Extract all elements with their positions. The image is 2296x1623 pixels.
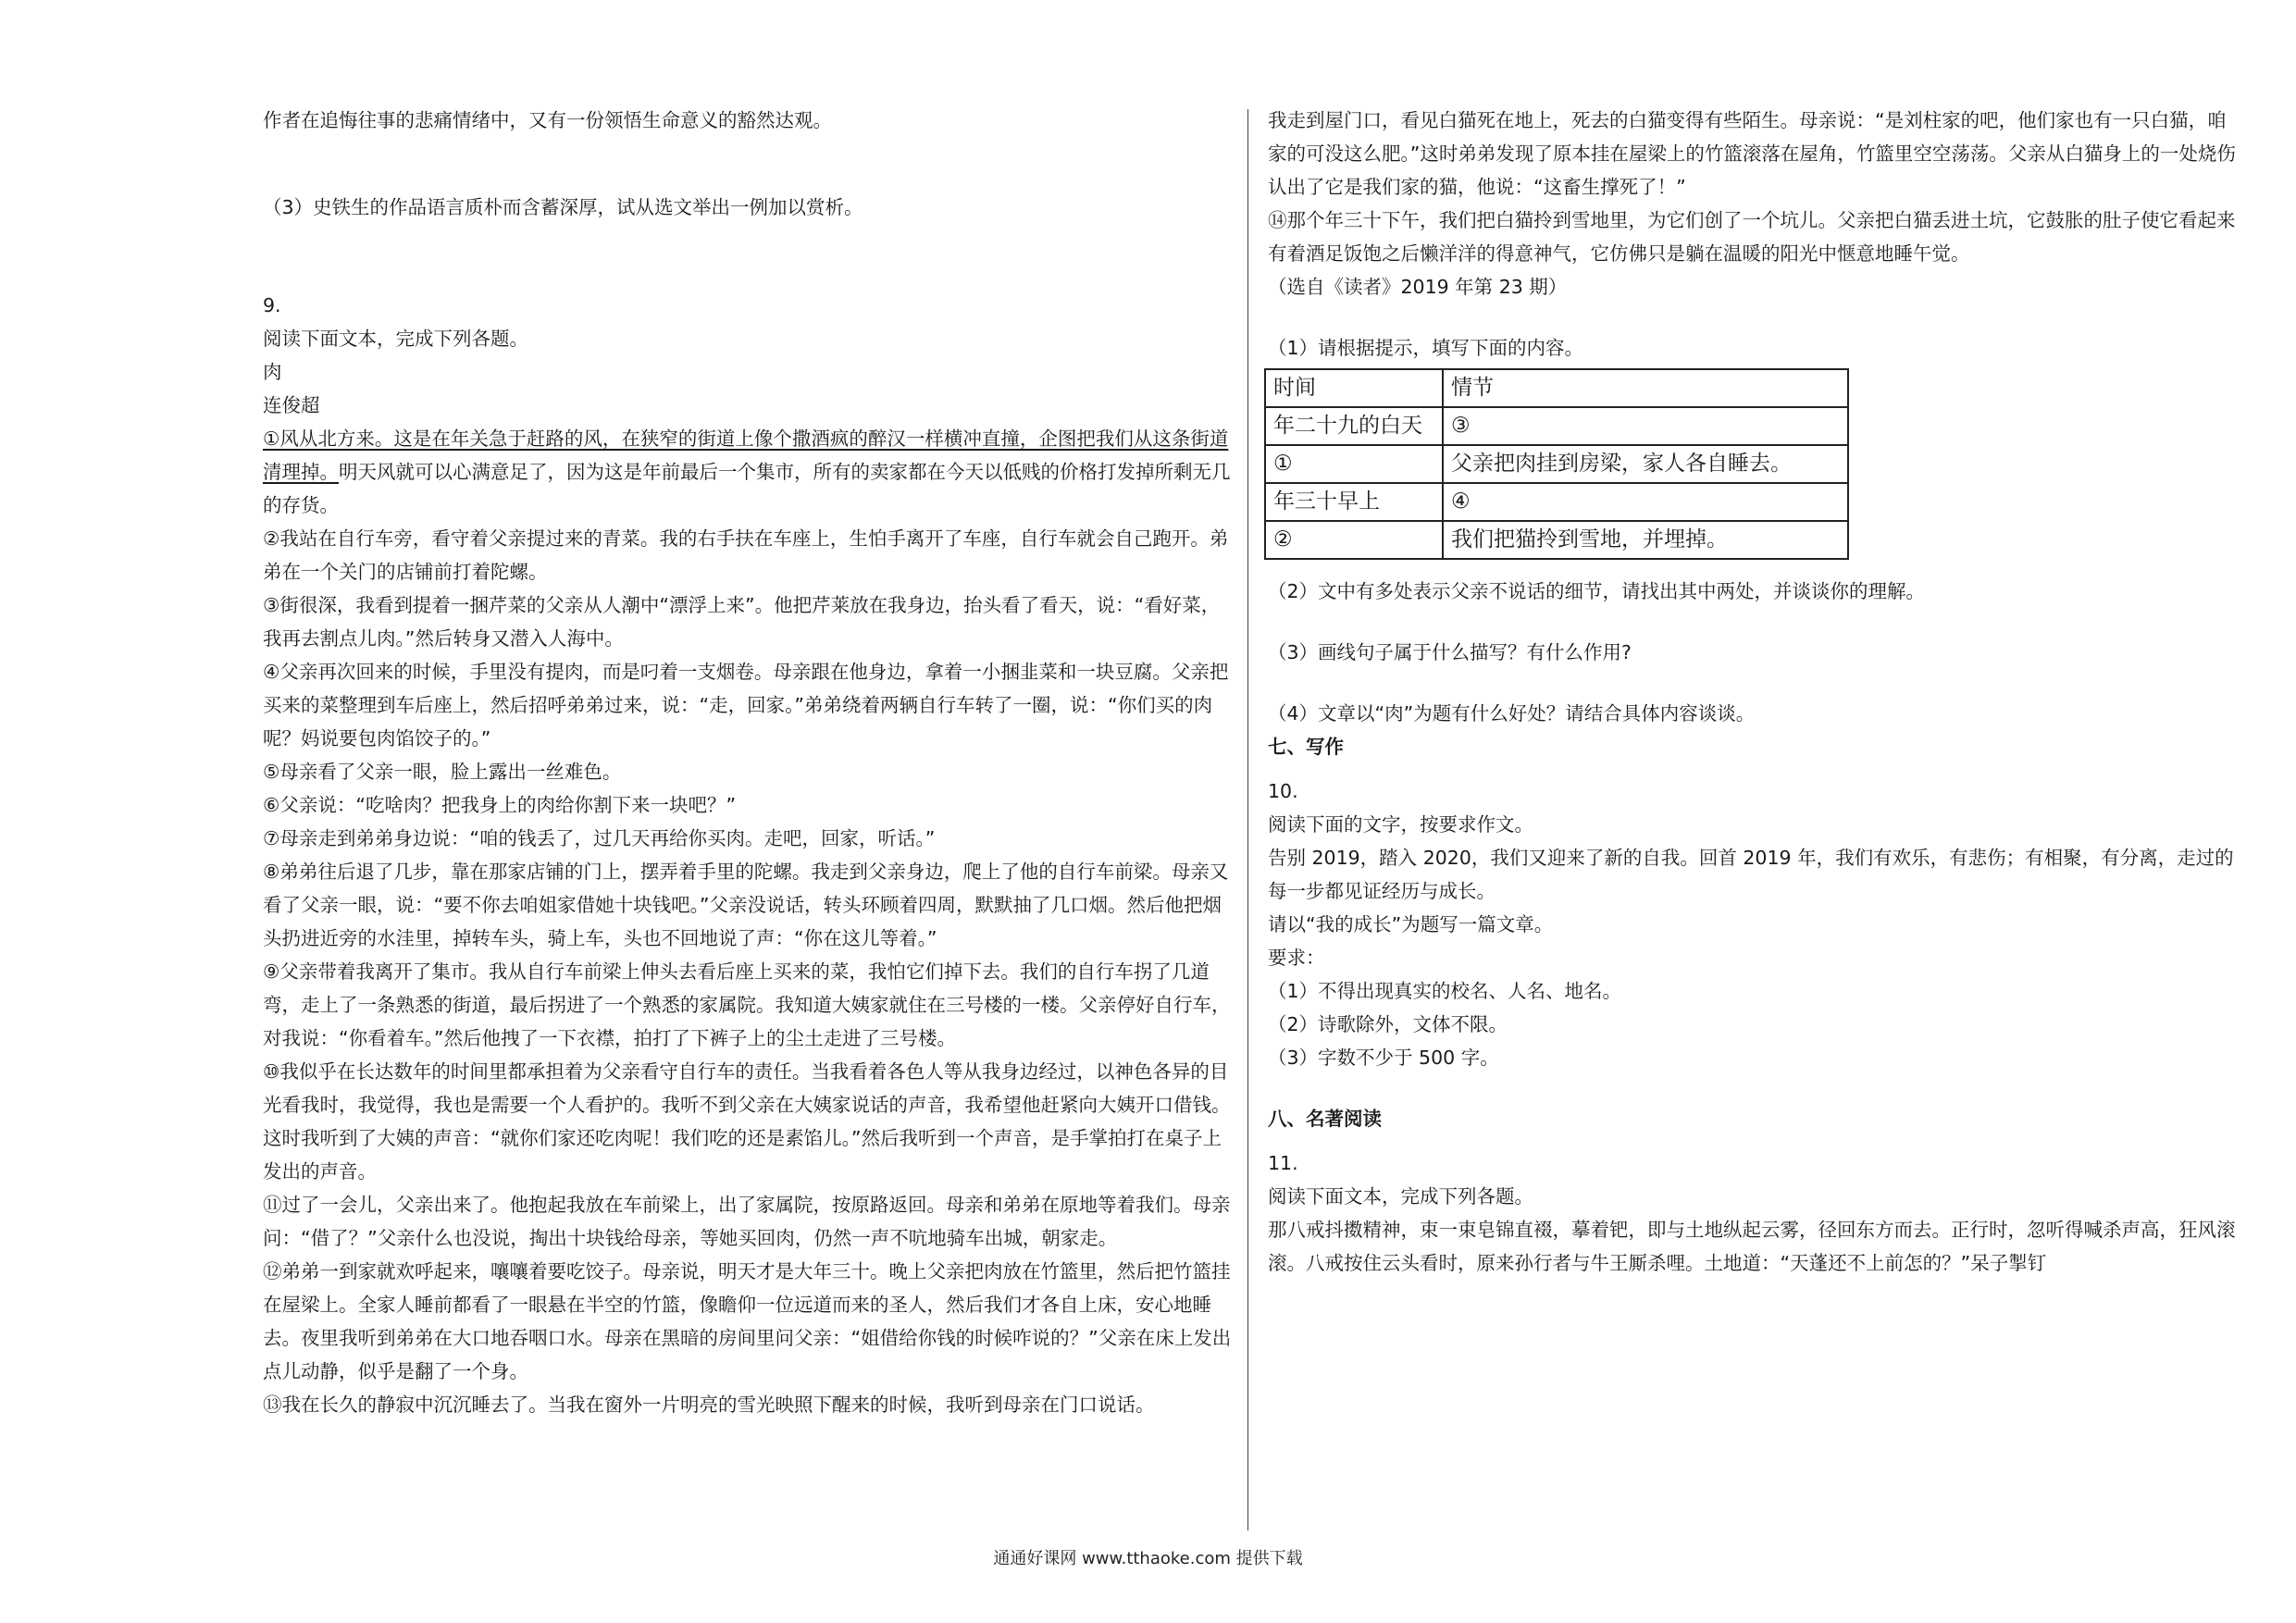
text-paragraph [263, 755, 1235, 788]
spacer [1268, 564, 2240, 575]
text-paragraph [1268, 575, 2240, 608]
text-paragraph [1268, 331, 2240, 365]
text-paragraph [263, 355, 1235, 389]
paragraph-text: ⑧弟弟往后退了几步，靠在那家店铺的门上，摆弄着手里的陀螺。我走到父亲身边，爬上了他的自行车前梁。母亲又看了父亲一眼，说：“要不你去咱姐家借她十块钱吧。”父亲没说话，转头环顾着四周，默默抽了几口烟。然后他把烟头扔进近旁的水洼里，掉转车头，骑上车，头也不回地说了声：“你在这儿等着。” [263, 861, 1229, 949]
paragraph-text: 9. [263, 294, 281, 316]
table-header-row [1265, 369, 1848, 407]
right-column [1268, 104, 2240, 1280]
paragraph-text: （1）不得出现真实的校名、人名、地名。 [1268, 980, 1622, 1002]
text-paragraph [1268, 1213, 2240, 1280]
paragraph-text: （1）请根据提示，填写下面的内容。 [1268, 337, 1584, 359]
text-paragraph [1268, 636, 2240, 669]
paragraph-text: ④父亲再次回来的时候，手里没有提肉，而是叼着一支烟卷。母亲跟在他身边，拿着一小捆韭菜和一块豆腐。父亲把买来的菜整理到车后座上，然后招呼弟弟过来，说：“走，回家。”弟弟绕着两辆自行车转了一圈，说：“你们买的肉呢？妈说要包肉馅饺子的。” [263, 661, 1229, 750]
text-paragraph [1268, 1008, 2240, 1041]
paragraph-text: ③街很深，我看到提着一捆芹菜的父亲从人潮中“漂浮上来”。他把芹莱放在我身边，抬头看了看天，说：“看好菜，我再去割点儿肉。”然后转身又潜入人海中。 [263, 594, 1221, 650]
text-paragraph [1268, 104, 2240, 204]
text-paragraph [1268, 808, 2240, 841]
text-paragraph [1268, 974, 2240, 1008]
paragraph-text: ②我站在自行车旁，看守着父亲提过来的青菜。我的右手扶在车座上，生怕手离开了车座，自行车就会自己跑开。弟弟在一个关门的店铺前打着陀螺。 [263, 527, 1229, 583]
paragraph-text: ⑭那个年三十下午，我们把白猫拎到雪地里，为它们创了一个坑儿。父亲把白猫丢进土坑，它鼓胀的肚子使它看起来有着酒足饭饱之后懒洋洋的得意神气，它仿佛只是躺在温暖的阳光中惬意地睡午觉。 [1268, 209, 2236, 265]
underlined-sentence: ①风从北方来。这是在年关急于赶路的风，在狭窄的街道上像个撒酒疯的醉汉一样横冲直撞，企图把我们从这条街道清理掉。 [263, 427, 1229, 483]
paragraph-text: ⑤母亲看了父亲一眼，脸上露出一丝难色。 [263, 761, 622, 783]
right-column-bottom [1268, 564, 2240, 1280]
text-paragraph [263, 322, 1235, 355]
section-heading [1268, 730, 2240, 763]
spacer [263, 278, 1235, 289]
text-paragraph [263, 788, 1235, 822]
paragraph-text: 那八戒抖擞精神，束一束皂锦直裰，摹着钯，即与土地纵起云雾，径回东方而去。正行时，忽听得喊杀声高，狂风滚滚。八戒按住云头看时，原来孙行者与牛王厮杀哩。土地道：“天蓬还不上前怎的？”呆子掣钉 [1268, 1219, 2236, 1274]
plot-cell: 情节 [1443, 369, 1848, 407]
paragraph-text: 阅读下面文本，完成下列各题。 [263, 328, 528, 350]
paragraph-text: 告别 2019，踏入 2020，我们又迎来了新的自我。回首 2019 年，我们有欢乐，有悲伤；有相聚，有分离，走过的每一步都见证经历与成长。 [1268, 847, 2234, 902]
table-row [1265, 521, 1848, 559]
paragraph-text: 明天风就可以心满意足了，因为这是年前最后一个集市，所有的卖家都在今天以低贱的价格打发掉所剩无几的存货。 [263, 461, 1231, 516]
text-paragraph [263, 522, 1235, 588]
paragraph-text: （3）字数不少于 500 字。 [1268, 1047, 1499, 1069]
spacer [1268, 1135, 2240, 1146]
text-paragraph [1268, 841, 2240, 908]
text-paragraph [1268, 204, 2240, 270]
table-row [1265, 407, 1848, 445]
paragraph-text: （选自《读者》2019 年第 23 期） [1268, 276, 1568, 298]
left-column [263, 104, 1235, 1421]
time-cell: 时间 [1265, 369, 1443, 407]
text-paragraph [263, 955, 1235, 1055]
spacer [1268, 608, 2240, 636]
text-paragraph [263, 191, 1235, 224]
page-footer: 通通好课网 www.tthaoke.com 提供下载 [993, 1549, 1303, 1568]
heading-text: 八、名著阅读 [1268, 1108, 1382, 1130]
paragraph-text: ⑪过了一会儿，父亲出来了。他抱起我放在车前梁上，出了家属院，按原路返回。母亲和弟弟在原地等着我们。母亲问：“借了？”父亲什么也没说，掏出十块钱给母亲，等她买回肉，仍然一声不吭地骑车出城，朝家走。 [263, 1194, 1231, 1249]
paragraph-text: （3）画线句子属于什么描写？有什么作用? [1268, 641, 1632, 663]
text-paragraph [263, 1388, 1235, 1421]
paragraph-text: （2）文中有多处表示父亲不说话的细节，请找出其中两处，并谈谈你的理解。 [1268, 580, 1926, 602]
text-paragraph [263, 588, 1235, 655]
text-paragraph [263, 289, 1235, 322]
right-column-top [1268, 104, 2240, 365]
paragraph-text: （3）史铁生的作品语言质朴而含蓄深厚，试从选文举出一例加以赏析。 [263, 196, 863, 218]
text-paragraph [263, 1255, 1235, 1388]
paragraph-text: ⑩我似乎在长达数年的时间里都承担着为父亲看守自行车的责任。当我看着各色人等从我身边经过，以神色各异的目光看我时，我觉得，我也是需要一个人看护的。我听不到父亲在大姨家说话的声音，我希望他赶紧向大姨开口借钱。这时我听到了大姨的声音：“就你们家还吃肉呢！我们吃的还是素馅儿。”然后我听到一个声音，是手掌拍打在桌子上发出的声音。 [263, 1060, 1231, 1183]
plot-cell: 父亲把肉挂到房梁，家人各自睡去。 [1443, 445, 1848, 483]
text-paragraph [1268, 1180, 2240, 1213]
time-cell: 年二十九的白天 [1265, 407, 1443, 445]
text-paragraph [1268, 697, 2240, 730]
text-paragraph [1268, 908, 2240, 941]
spacer [1268, 669, 2240, 697]
spacer [263, 137, 1235, 191]
text-paragraph [263, 855, 1235, 955]
paragraph-text: （2）诗歌除外，文体不限。 [1268, 1013, 1508, 1035]
paragraph-text: 作者在追悔往事的悲痛情绪中，又有一份领悟生命意义的豁然达观。 [263, 109, 832, 131]
text-paragraph [1268, 1041, 2240, 1074]
section-heading [1268, 1102, 2240, 1135]
paragraph-text: 11. [1268, 1152, 1298, 1174]
paragraph-text: ⑦母亲走到弟弟身边说：“咱的钱丢了，过几天再给你买肉。走吧，回家，听话。” [263, 827, 936, 849]
time-cell: 年三十早上 [1265, 483, 1443, 521]
time-cell: ② [1265, 521, 1443, 559]
paragraph-text: 阅读下面文本，完成下列各题。 [1268, 1185, 1533, 1208]
plot-cell: ④ [1443, 483, 1848, 521]
paragraph-text: ⑫弟弟一到家就欢呼起来，嚷嚷着要吃饺子。母亲说，明天才是大年三十。晚上父亲把肉放在竹篮里，然后把竹篮挂在屋梁上。全家人睡前都看了一眼悬在半空的竹篮，像瞻仰一位远道而来的圣人，然后我们才各自上床，安心地睡去。夜里我听到弟弟在大口地吞咽口水。母亲在黑暗的房间里问父亲：“姐借给你钱的时候咋说的？”父亲在床上发出点儿动静，似乎是翻了一个身。 [263, 1260, 1232, 1382]
paragraph-text: ⑬我在长久的静寂中沉沉睡去了。当我在窗外一片明亮的雪光映照下醒来的时候，我听到母亲在门口说话。 [263, 1394, 1155, 1416]
paragraph-text: 我走到屋门口，看见白猫死在地上，死去的白猫变得有些陌生。母亲说：“是刘柱家的吧，他们家也有一只白猫，咱家的可没这么肥。”这时弟弟发现了原本挂在屋梁上的竹篮滚落在屋角，竹篮里空空荡荡。父亲从白猫身上的一处烧伤认出了它是我们家的猫，他说：“这畜生撑死了！” [1268, 109, 2236, 198]
text-paragraph [263, 655, 1235, 755]
spacer [263, 224, 1235, 278]
text-paragraph [263, 1055, 1235, 1188]
text-paragraph [263, 422, 1235, 522]
text-paragraph [1268, 774, 2240, 808]
time-cell: ① [1265, 445, 1443, 483]
plot-table-body [1265, 369, 1848, 559]
text-paragraph [1268, 941, 2240, 974]
text-paragraph [1268, 270, 2240, 304]
plot-cell: 我们把猫拎到雪地，并埋掉。 [1443, 521, 1848, 559]
spacer [1268, 304, 2240, 331]
text-paragraph [263, 104, 1235, 137]
paragraph-text: 肉 [263, 361, 282, 383]
text-paragraph [1268, 1146, 2240, 1180]
plot-timeline-table [1264, 368, 1849, 560]
table-row [1265, 483, 1848, 521]
paragraph-text: 连俊超 [263, 394, 320, 416]
paragraph-text: 要求： [1268, 947, 1325, 969]
paragraph-text: 10. [1268, 780, 1298, 802]
plot-cell: ③ [1443, 407, 1848, 445]
heading-text: 七、写作 [1268, 736, 1344, 758]
paragraph-text: 请以“我的成长”为题写一篇文章。 [1268, 913, 1554, 935]
paragraph-text: 阅读下面的文字，按要求作文。 [1268, 813, 1533, 836]
column-divider [1247, 109, 1248, 1530]
paragraph-text: （4）文章以“肉”为题有什么好处？请结合具体内容谈谈。 [1268, 702, 1756, 725]
spacer [1268, 1074, 2240, 1102]
table-row [1265, 445, 1848, 483]
text-paragraph [263, 1188, 1235, 1255]
paragraph-text: ⑥父亲说：“吃啥肉？把我身上的肉给你割下来一块吧？” [263, 794, 737, 816]
text-paragraph [263, 389, 1235, 422]
text-paragraph [263, 822, 1235, 855]
paragraph-text: ⑨父亲带着我离开了集市。我从自行车前梁上伸头去看后座上买来的菜，我怕它们掉下去。我们的自行车拐了几道弯，走上了一条熟悉的街道，最后拐进了一个熟悉的家属院。我知道大姨家就住在三号楼的一楼。父亲停好自行车，对我说：“你看着车。”然后他拽了一下衣襟，拍打了下裤子上的尘土走进了三号楼。 [263, 960, 1231, 1049]
spacer [1268, 763, 2240, 774]
